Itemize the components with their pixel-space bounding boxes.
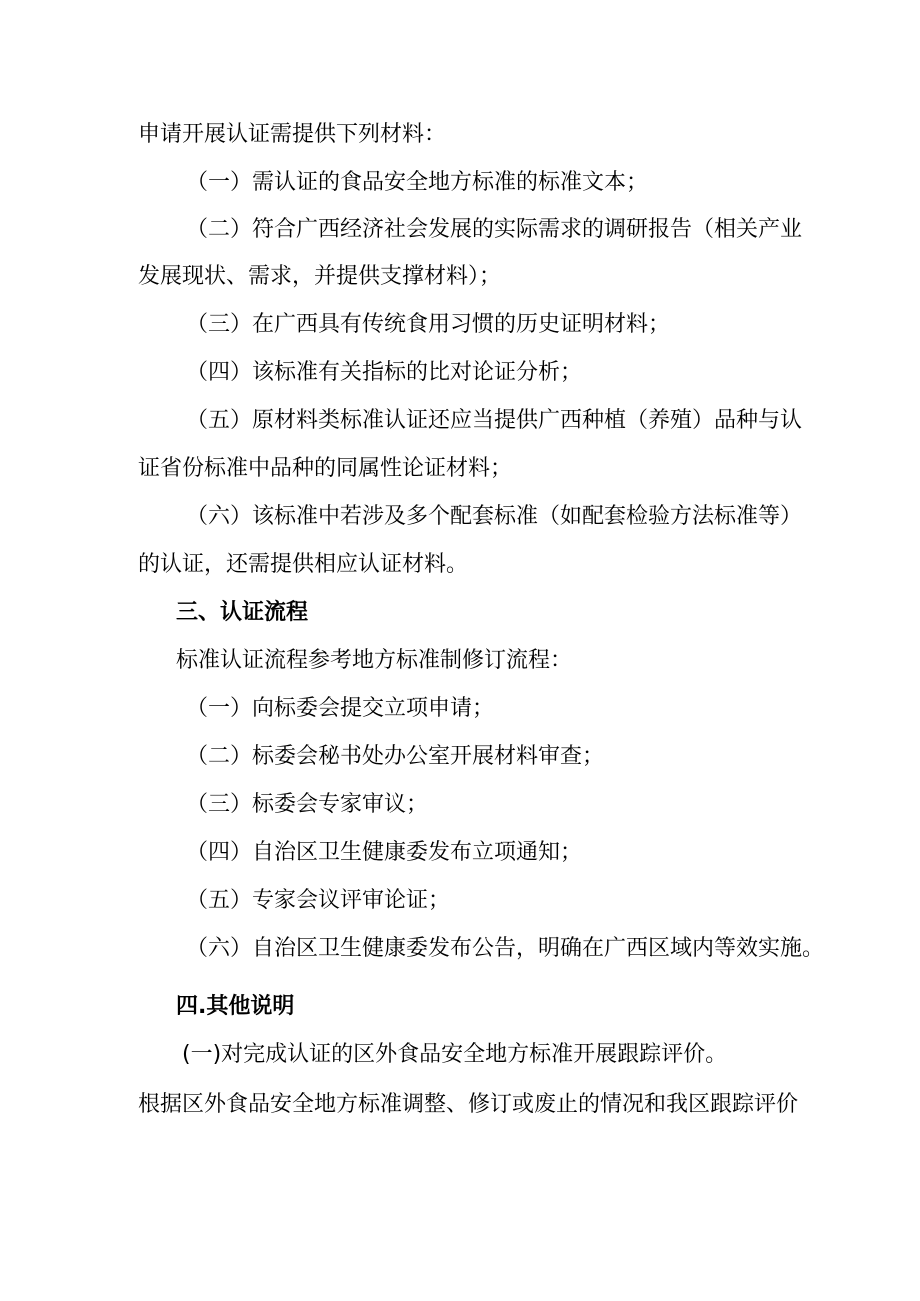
- material-item-6-continued: 的认证，还需提供相应认证材料。: [138, 552, 469, 577]
- process-step-4: （四）自治区卫生健康委发布立项通知；: [186, 840, 583, 865]
- process-step-6: （六）自治区卫生健康委发布公告，明确在广西区域内等效实施。: [186, 936, 825, 961]
- material-item-2-continued: 发展现状、需求，并提供支撑材料）；: [138, 264, 502, 289]
- material-item-5-continued: 证省份标准中品种的同属性论证材料；: [138, 456, 513, 481]
- material-item-3: （三）在广西具有传统食用习惯的历史证明材料；: [186, 312, 671, 337]
- material-item-1: （一）需认证的食品安全地方标准的标准文本；: [186, 170, 649, 195]
- process-step-2: （二）标委会秘书处办公室开展材料审查；: [186, 744, 605, 769]
- section-4-paragraph: 根据区外食品安全地方标准调整、修订或废止的情况和我区跟踪评价: [138, 1092, 799, 1117]
- process-step-3: （三）标委会专家审议；: [186, 792, 429, 817]
- process-step-5: （五）专家会议评审论证；: [186, 888, 451, 913]
- process-step-1: （一）向标委会提交立项申请；: [186, 696, 495, 721]
- section-3-heading: 三、认证流程: [176, 600, 309, 625]
- intro-paragraph: 申请开展认证需提供下列材料：: [138, 122, 447, 147]
- section-4-item-1: (一)对完成认证的区外食品安全地方标准开展跟踪评价。: [182, 1042, 728, 1067]
- material-item-2: （二）符合广西经济社会发展的实际需求的调研报告（相关产业: [186, 217, 803, 242]
- material-item-5: （五）原材料类标准认证还应当提供广西种植（养殖）品种与认: [186, 408, 803, 433]
- material-item-6: （六）该标准中若涉及多个配套标准（如配套检验方法标准等）: [186, 504, 803, 529]
- section-3-intro: 标准认证流程参考地方标准制修订流程：: [176, 648, 573, 673]
- material-item-4: （四）该标准有关指标的比对论证分析；: [186, 360, 583, 385]
- section-4-heading: 四.其他说明: [176, 994, 295, 1019]
